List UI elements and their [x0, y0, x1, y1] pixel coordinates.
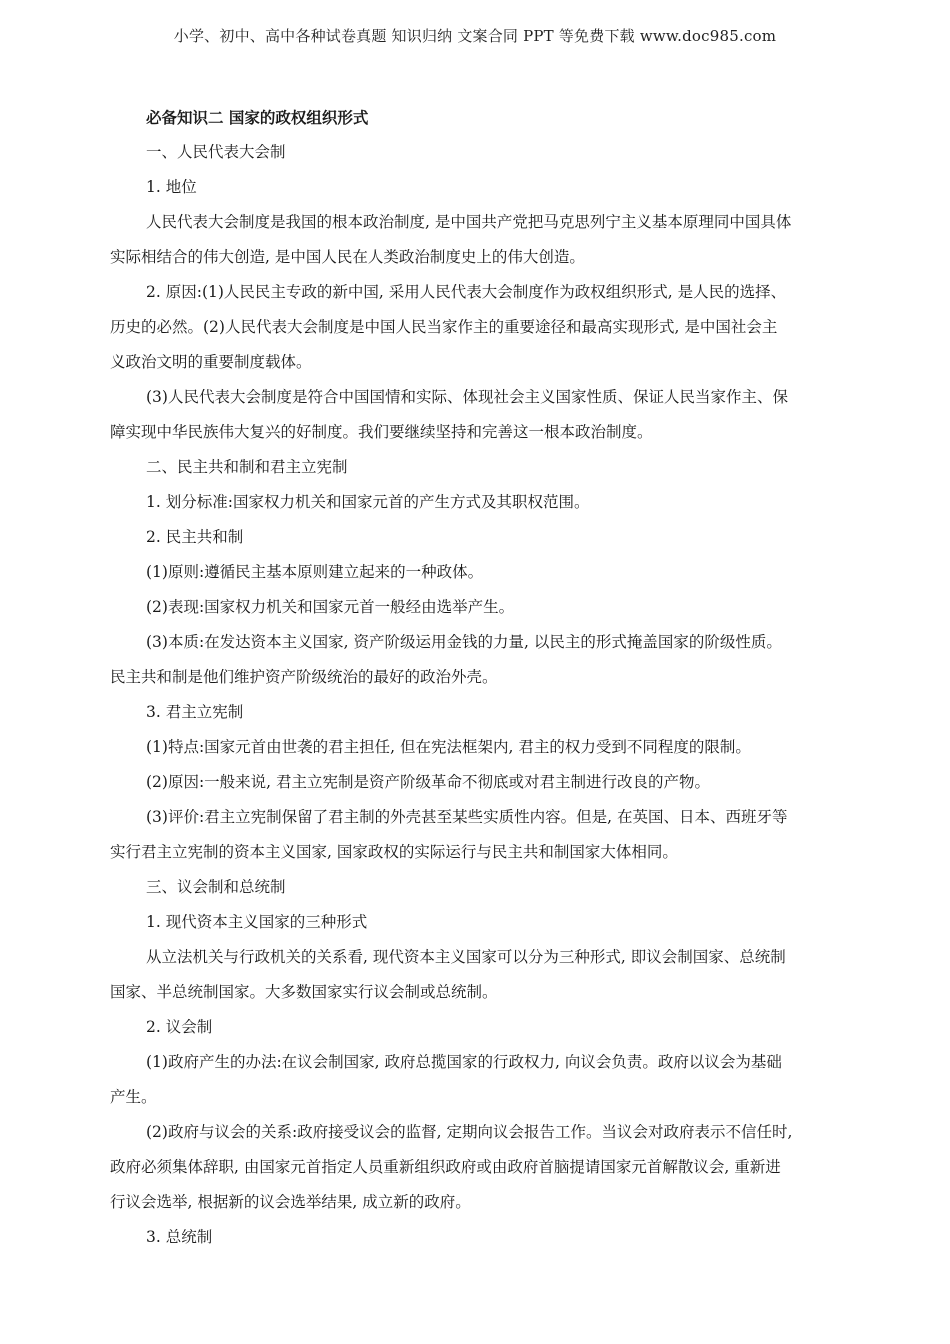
paragraph-line: 实际相结合的伟大创造, 是中国人民在人类政治制度史上的伟大创造。: [110, 248, 585, 266]
paragraph-line: (2)原因:一般来说, 君主立宪制是资产阶级革命不彻底或对君主制进行改良的产物。: [146, 773, 711, 791]
item-heading: 1. 地位: [146, 178, 197, 196]
document-body: [110, 100, 840, 1255]
page-header-banner: 小学、初中、高中各种试卷真题 知识归纳 文案合同 PPT 等免费下载 www.doc985.com: [173, 27, 777, 45]
item-heading: 3. 总统制: [146, 1228, 213, 1246]
paragraph-line: (1)政府产生的办法:在议会制国家, 政府总揽国家的行政权力, 向议会负责。政府以议会为基础: [146, 1053, 782, 1071]
paragraph-line: (3)人民代表大会制度是符合中国国情和实际、体现社会主义国家性质、保证人民当家作主、保: [146, 388, 788, 406]
paragraph-line: (3)本质:在发达资本主义国家, 资产阶级运用金钱的力量, 以民主的形式掩盖国家的阶级性质。: [146, 633, 782, 651]
paragraph-line: 障实现中华民族伟大复兴的好制度。我们要继续坚持和完善这一根本政治制度。: [110, 423, 653, 441]
subsection-heading: 三、议会制和总统制: [146, 878, 286, 896]
paragraph-line: 政府必须集体辞职, 由国家元首指定人员重新组织政府或由政府首脑提请国家元首解散议会, 重新进: [110, 1158, 781, 1176]
paragraph-line: 产生。: [110, 1088, 157, 1106]
paragraph-line: 实行君主立宪制的资本主义国家, 国家政权的实际运行与民主共和制国家大体相同。: [110, 843, 678, 861]
paragraph-line: 民主共和制是他们维护资产阶级统治的最好的政治外壳。: [110, 668, 498, 686]
paragraph-line: 从立法机关与行政机关的关系看, 现代资本主义国家可以分为三种形式, 即议会制国家、总统制: [146, 948, 786, 966]
paragraph-line: (2)表现:国家权力机关和国家元首一般经由选举产生。: [146, 598, 515, 616]
paragraph-line: 1. 划分标准:国家权力机关和国家元首的产生方式及其职权范围。: [146, 493, 590, 511]
paragraph-line: (1)原则:遵循民主基本原则建立起来的一种政体。: [146, 563, 484, 581]
paragraph-line: 行议会选举, 根据新的议会选举结果, 成立新的政府。: [110, 1193, 471, 1211]
subsection-heading: 一、人民代表大会制: [146, 143, 286, 161]
section-heading: 必备知识二 国家的政权组织形式: [146, 108, 369, 127]
item-heading: 2. 议会制: [146, 1018, 213, 1036]
paragraph-line: 历史的必然。(2)人民代表大会制度是中国人民当家作主的重要途径和最高实现形式, 是中国社会主: [110, 318, 778, 336]
item-heading: 1. 现代资本主义国家的三种形式: [146, 913, 368, 931]
subsection-heading: 二、民主共和制和君主立宪制: [146, 458, 348, 476]
paragraph-line: 2. 原因:(1)人民民主专政的新中国, 采用人民代表大会制度作为政权组织形式, 是人民的选择、: [146, 283, 787, 301]
paragraph-line: (1)特点:国家元首由世袭的君主担任, 但在宪法框架内, 君主的权力受到不同程度的限制。: [146, 738, 751, 756]
paragraph-line: 人民代表大会制度是我国的根本政治制度, 是中国共产党把马克思列宁主义基本原理同中国具体: [146, 213, 792, 231]
paragraph-line: 国家、半总统制国家。大多数国家实行议会制或总统制。: [110, 983, 498, 1001]
paragraph-line: (2)政府与议会的关系:政府接受议会的监督, 定期向议会报告工作。当议会对政府表示不信任时,: [146, 1123, 793, 1141]
item-heading: 2. 民主共和制: [146, 528, 244, 546]
item-heading: 3. 君主立宪制: [146, 703, 244, 721]
paragraph-line: 义政治文明的重要制度载体。: [110, 353, 312, 371]
paragraph-line: (3)评价:君主立宪制保留了君主制的外壳甚至某些实质性内容。但是, 在英国、日本、西班牙等: [146, 808, 788, 826]
